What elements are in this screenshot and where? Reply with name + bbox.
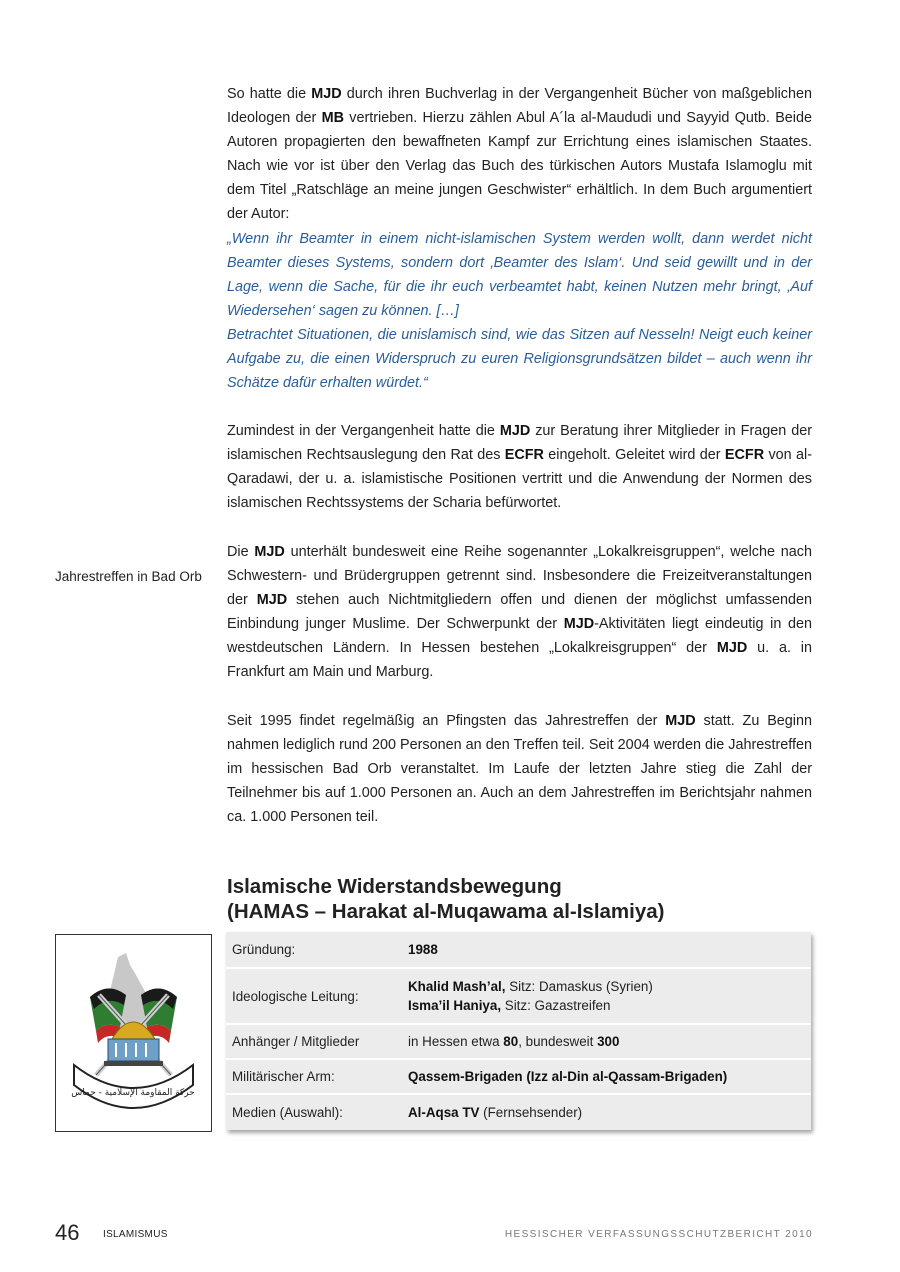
table-row <box>226 1059 811 1094</box>
medien-value: Al-Aqsa TV (Fernsehsender) <box>408 1104 583 1120</box>
page-number: 46 <box>55 1220 80 1245</box>
emblem-arabic-caption: حركة المقاومة الإسلامية - حماس <box>71 1088 195 1098</box>
anhaenger-label: Anhänger / Mitglieder <box>226 1024 396 1059</box>
table-row <box>226 1024 811 1059</box>
section-heading-hamas: Islamische Widerstandsbewegung (HAMAS – Harakat al-Muqawama al-Islamiya) <box>227 875 665 923</box>
paragraph-ecfr: Zumindest in der Vergangenheit hatte die MJD zur Beratung ihrer Mitglieder in Fragen der islamischen Rechtsauslegung den Rat des ECFR eingeholt. Geleitet wird der ECFR von al-Qaradawi, der u. a. islamistische Positionen vertritt und die Anwendung der Normen des islamischen Rechtssystems der Scharia befürwortet. <box>227 423 812 512</box>
table-row <box>226 932 811 968</box>
paragraph-lokalkreis-block <box>227 540 812 685</box>
main-text-column <box>227 82 812 395</box>
paragraph-lokalkreisgruppen: Die MJD unterhält bundesweit eine Reihe sogenannter „Lokalkreisgruppen“, welche nach Schwestern- und Brüdergruppen getrennt sind. Insbesondere die Freizeitveranstaltungen der MJD stehen auch Nichtmitgliedern offen und dienen der möglichst umfassenden Einbindung junger Muslime. Der Schwerpunkt der MJD-Aktivitäten liegt eindeutig in den westdeutschen Ländern. In Hessen bestehen „Lokalkreisgruppen“ der MJD u. a. in Frankfurt am Main und Marburg. <box>227 544 813 681</box>
hamas-info-table <box>226 932 811 1130</box>
quote-paragraph-2: Betrachtet Situationen, die unislamisch sind, wie das Sitzen auf Nesseln! Neigt euch keiner Aufgabe zu, die einen Widerspruch zu euren Religionsgrundsätzen bildet – auch wenn ihr Schätze dafür erhalten würdet.“ <box>227 326 812 392</box>
paragraph-jahrestreffen: Seit 1995 findet regelmäßig an Pfingsten das Jahrestreffen der MJD statt. Zu Beginn nahmen lediglich rund 200 Personen an den Treffen teil. Seit 2004 werden die Jahrestreffen im hessischen Bad Orb veranstaltet. Im Laufe der letzten Jahre stieg die Zahl der Teilnehmer bis auf 1.000 Personen an. Auch an dem Jahrestreffen im Berichtsjahr nahmen ca. 1.000 Personen teil. <box>227 713 812 826</box>
footer-section-label: ISLAMISMUS <box>103 1229 168 1240</box>
leitung-label: Ideologische Leitung: <box>226 968 396 1024</box>
gruendung-label: Gründung: <box>226 932 396 968</box>
medien-label: Medien (Auswahl): <box>232 1105 343 1120</box>
hamas-emblem-frame <box>55 934 212 1132</box>
hamas-emblem-icon <box>56 935 211 1131</box>
paragraph-buchverlag: So hatte die MJD durch ihren Buchverlag in der Vergangenheit Bücher von maßgeblichen Ideologen der MB vertrieben. Hierzu zählen Abul A´la al-Maududi und Sayyid Qutb. Beide Autoren propagierten den bewaffneten Kampf zur Errichtung eines islamischen Staates. Nach wie vor ist über den Verlag das Buch des türkischen Autors Mustafa Islamoglu mit dem Titel „Ratschläge an meine jungen Geschwister“ erhältlich. In dem Buch argumentiert der Autor: <box>227 86 813 223</box>
paragraph-ecfr-block <box>227 419 812 515</box>
paragraph-jahrestreffen-block <box>227 709 812 829</box>
arm-label: Militärischer Arm: <box>226 1059 396 1094</box>
anhaenger-value: in Hessen etwa 80, bundesweit 300 <box>396 1024 811 1059</box>
margin-note: Jahrestreffen in Bad Orb <box>55 569 202 584</box>
arm-value: Qassem-Brigaden (Izz al-Din al-Qassam-Brigaden) <box>396 1059 811 1094</box>
leitung-value: Khalid Mash’al, Sitz: Damaskus (Syrien) Isma’il Haniya, Sitz: Gazastreifen <box>396 968 811 1024</box>
footer-report-title: HESSISCHER VERFASSUNGSSCHUTZBERICHT 2010 <box>504 1229 813 1240</box>
table-row <box>226 968 811 1024</box>
table-row <box>226 1094 811 1130</box>
quote-paragraph-1: „Wenn ihr Beamter in einem nicht-islamischen System werden wollt, dann werdet nicht Beamter dieses Systems, sondern dort ‚Beamter des Islam‘. Und seid gewillt und in der Lage, wenn die Sache, für die ihr euch verbeamtet habt, keinen Nutzen mehr bringt, ‚Auf Wiedersehen‘ sagen zu können. […] <box>227 230 812 319</box>
gruendung-value: 1988 <box>396 932 811 968</box>
